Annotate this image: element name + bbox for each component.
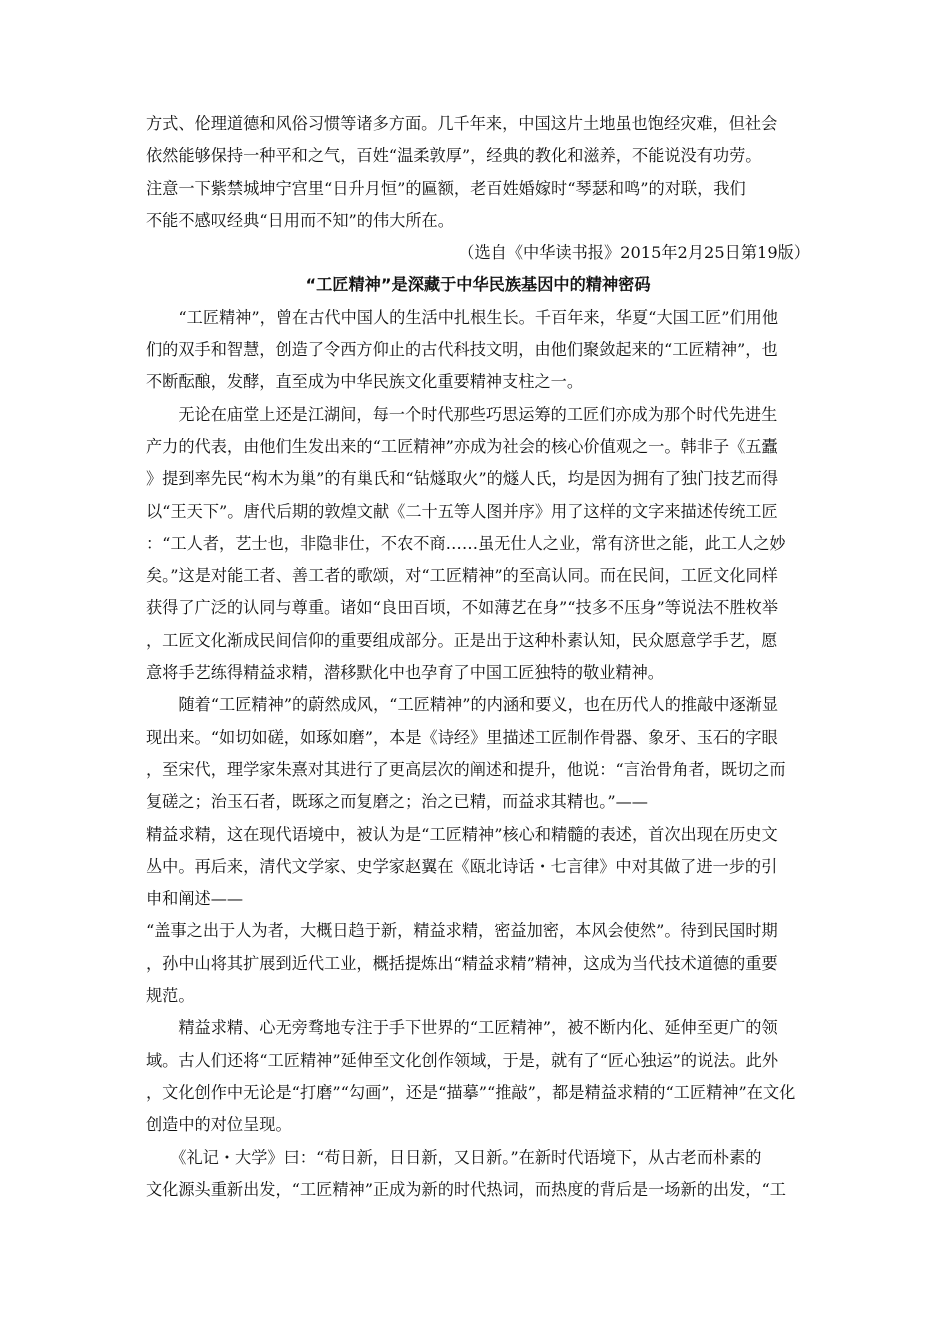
- intro-line: 不能不感叹经典“日用而不知”的伟大所在。: [146, 210, 454, 230]
- intro-line: 注意一下紫禁城坤宁宫里“日升月恒”的匾额，老百姓婚嫁时“琴瑟和鸣”的对联，我们: [146, 178, 746, 198]
- intro-line: 方式、伦理道德和风俗习惯等诸多方面。几千年来，中国这片土地虽也饱经灾难，但社会: [146, 114, 778, 133]
- intro-line: 依然能够保持一种平和之气，百姓“温柔敦厚”，经典的教化和滋养，不能说没有功劳。: [146, 146, 762, 166]
- body-line: 矣。”这是对能工者、善工者的歌颂，对“工匠精神”的至高认同。而在民间，工匠文化同样: [146, 566, 778, 586]
- body-line: “盖事之出于人为者，大概日趋于新，精益求精，密益加密，本风会使然”。待到民国时期: [146, 921, 778, 941]
- body-line: 无论在庙堂上还是江湖间，每一个时代那些巧思运筹的工匠们亦成为那个时代先进生: [146, 404, 778, 424]
- body-line: ，文化创作中无论是“打磨”“勾画”，还是“描摹”“推敲”，都是精益求精的“工匠精神”在文化: [146, 1082, 796, 1102]
- body-line: 精益求精、心无旁骛地专注于手下世界的“工匠精神”，被不断内化、延伸至更广的领: [146, 1018, 778, 1038]
- body-line: 申和阐述——: [146, 889, 244, 909]
- body-line: 规范。: [146, 986, 195, 1006]
- body-line: 丛中。再后来，清代文学家、史学家赵翼在《瓯北诗话・七言律》中对其做了进一步的引: [146, 856, 778, 876]
- body-line: 复磋之；治玉石者，既琢之而复磨之；治之已精，而益求其精也。”——: [146, 792, 648, 812]
- article-title: “工匠精神”是深藏于中华民族基因中的精神密码: [305, 275, 651, 295]
- body-line: ，工匠文化渐成民间信仰的重要组成部分。正是出于这种朴素认知，民众愿意学手艺，愿: [146, 630, 778, 650]
- body-line: ，至宋代，理学家朱熹对其进行了更高层次的阐述和提升，他说：“言治骨角者，既切之而: [146, 759, 786, 779]
- body-line: 们的双手和智慧，创造了令西方仰止的古代科技文明，由他们聚敛起来的“工匠精神”，也: [146, 340, 778, 360]
- body-line: 不断酝酿，发酵，直至成为中华民族文化重要精神支柱之一。: [146, 372, 584, 392]
- body-line: ，孙中山将其扩展到近代工业，概括提炼出“精益求精”精神，这成为当代技术道德的重要: [146, 953, 778, 973]
- body-line: 随着“工匠精神”的蔚然成风，“工匠精神”的内涵和要义，也在历代人的推敲中逐渐显: [146, 695, 779, 715]
- body-line: 以“王天下”。唐代后期的敦煌文献《二十五等人图并序》用了这样的文字来描述传统工匠: [146, 501, 778, 521]
- body-line: ：“工人者，艺士也，非隐非仕，不农不商……虽无仕人之业，常有济世之能，此工人之妙: [146, 533, 786, 553]
- source-citation: （选自《中华读书报》2015年2月25日第19版）: [458, 243, 810, 263]
- body-line: 精益求精，这在现代语境中，被认为是“工匠精神”核心和精髓的表述，首次出现在历史文: [146, 824, 778, 844]
- document-page: [146, 108, 810, 1206]
- body-line: 》提到率先民“构木为巢”的有巢氏和“钻燧取火”的燧人氏，均是因为拥有了独门技艺而得: [146, 469, 779, 489]
- body-line: 文化源头重新出发，“工匠精神”正成为新的时代热词，而热度的背后是一场新的出发，“工: [146, 1179, 786, 1199]
- body-line: “工匠精神”，曾在古代中国人的生活中扎根生长。千百年来，华夏“大国工匠”们用他: [146, 307, 779, 327]
- body-line: 获得了广泛的认同与尊重。诸如“良田百顷，不如薄艺在身”“技多不压身”等说法不胜枚举: [146, 598, 779, 618]
- body-line: 现出来。“如切如磋，如琢如磨”，本是《诗经》里描述工匠制作骨器、象牙、玉石的字眼: [146, 727, 778, 747]
- body-line: 域。古人们还将“工匠精神”延伸至文化创作领域，于是，就有了“匠心独运”的说法。此外: [146, 1050, 779, 1070]
- body-line: 创造中的对位呈现。: [146, 1115, 292, 1135]
- body-line: 意将手艺练得精益求精，潜移默化中也孕育了中国工匠独特的敬业精神。: [146, 663, 664, 683]
- body-line: 《礼记・大学》曰：“苟日新，日日新，又日新。”在新时代语境下，从古老而朴素的: [146, 1147, 762, 1167]
- body-line: 产力的代表，由他们生发出来的“工匠精神”亦成为社会的核心价值观之一。韩非子《五蠹: [146, 436, 778, 456]
